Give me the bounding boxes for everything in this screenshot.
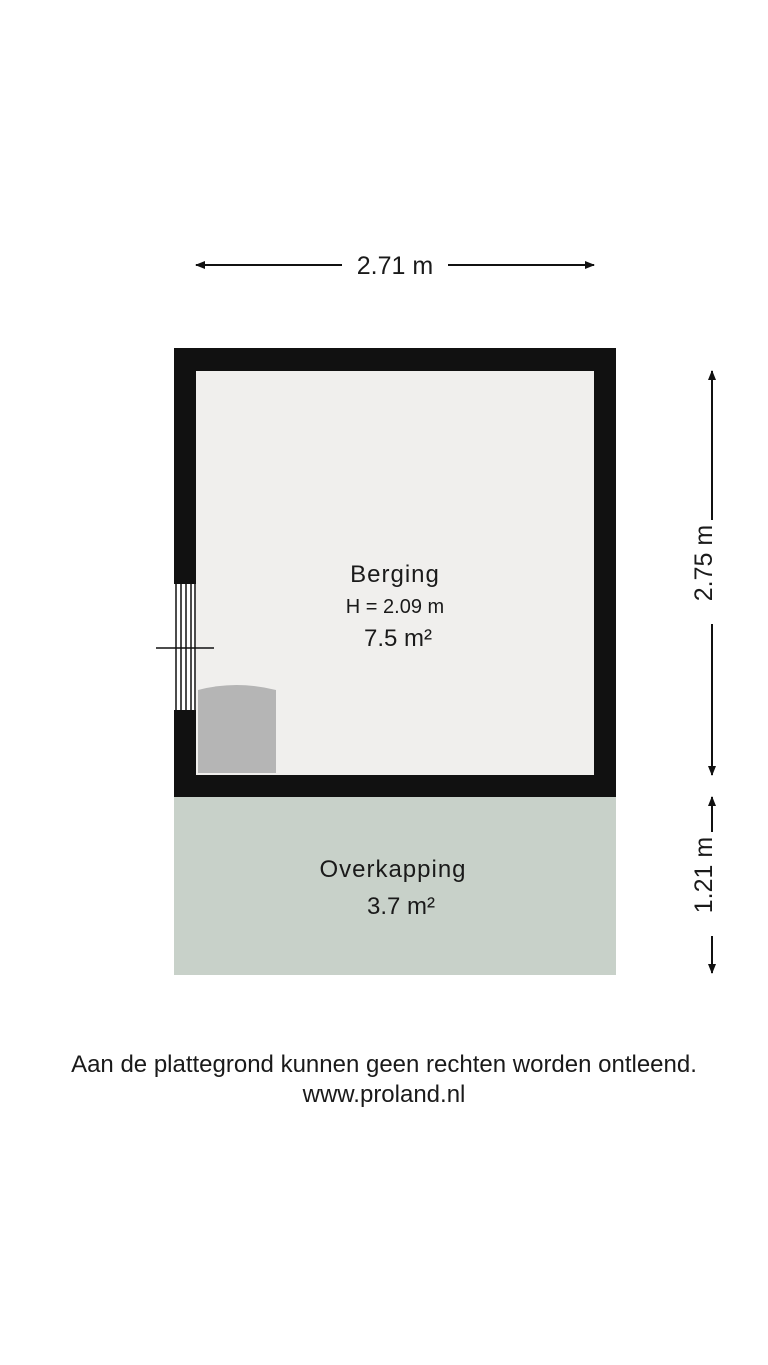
berging-height: H = 2.09 m <box>345 596 445 618</box>
overkapping-floor <box>174 797 616 975</box>
width-dimension-label: 2.71 m <box>356 252 434 280</box>
height-dimension-label: 2.75 m <box>690 524 718 602</box>
berging-name: Berging <box>350 561 440 588</box>
berging-area: 7.5 m² <box>363 625 433 652</box>
overkapping-name: Overkapping <box>319 856 467 883</box>
wall-opening <box>174 584 196 710</box>
cabinet <box>198 685 276 773</box>
website-link[interactable]: www.proland.nl <box>302 1081 466 1108</box>
disclaimer-text: Aan de plattegrond kunnen geen rechten worden ontleend. <box>71 1051 697 1078</box>
footer <box>0 1050 768 1110</box>
overkapping-area: 3.7 m² <box>366 893 436 920</box>
overkapping-dimension-label: 1.21 m <box>690 836 718 914</box>
